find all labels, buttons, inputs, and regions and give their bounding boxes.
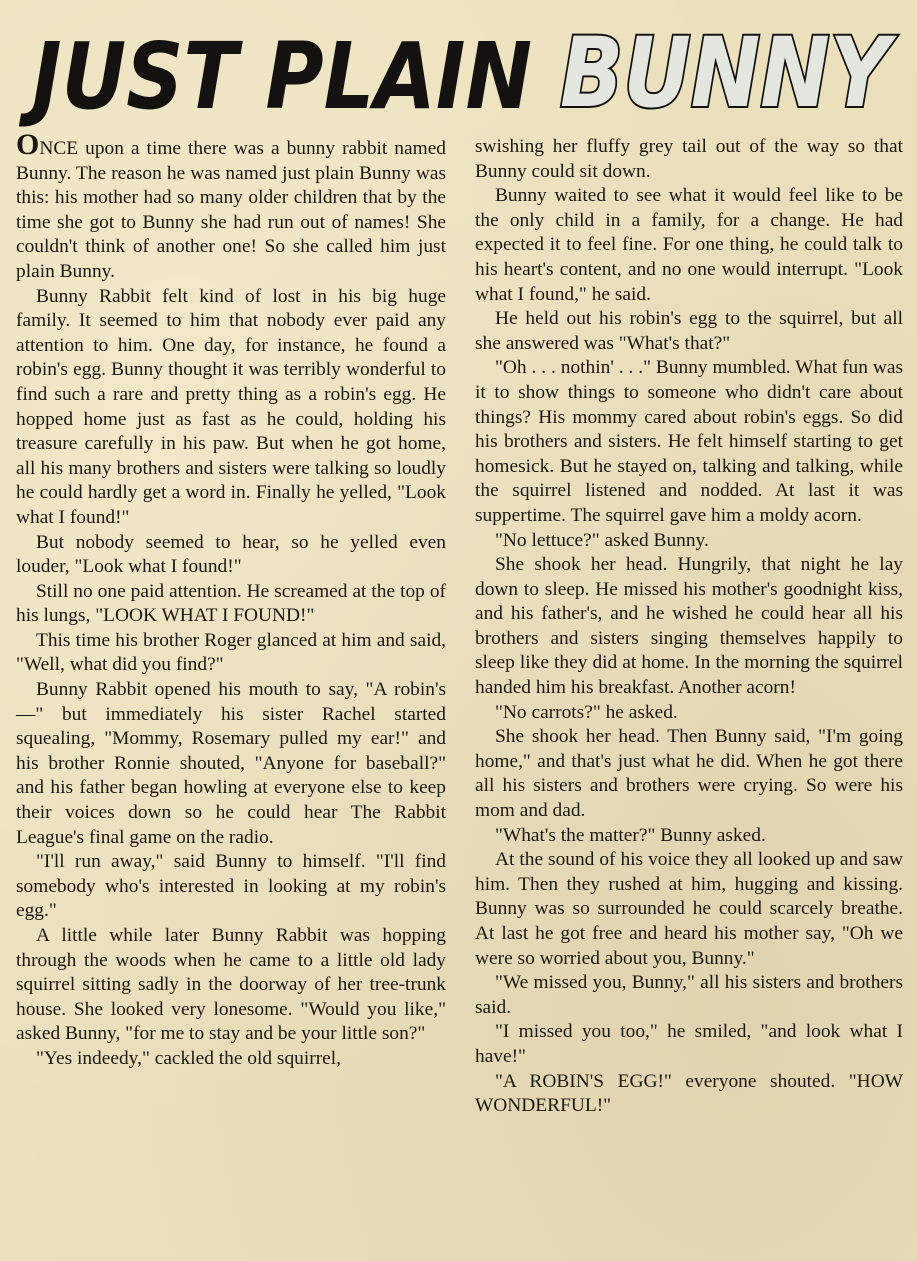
- story-paragraph: Bunny waited to see what it would feel like to be the only child in a family, for a change. He had expected it to feel fine. For one thing, he could talk to his heart's content, and no one would interrupt. "Look what I found," he said.: [475, 185, 903, 305]
- story-column-right: [475, 135, 903, 1119]
- story-paragraph: "No carrots?" he asked.: [495, 701, 678, 723]
- story-paragraph: Bunny Rabbit opened his mouth to say, "A robin's—" but immediately his sister Rachel started squealing, "Mommy, Rosemary pulled my ear!" and his brother Ronnie shouted, "Anyone for baseball?" and his father began howling at everyone else to keep their voices down so he could hear The Rabbit League's final game on the radio.: [16, 679, 446, 848]
- story-title: [18, 8, 900, 130]
- drop-cap: O: [16, 128, 40, 161]
- story-column-left: [16, 128, 446, 1072]
- story-paragraph: "I'll run away," said Bunny to himself. "I'll find somebody who's interested in looking at my robin's egg.": [16, 851, 446, 922]
- story-paragraph: She shook her head. Hungrily, that night he lay down to sleep. He missed his mother's goodnight kiss, and his father's, and he wished he could hear all his brothers and sisters singing themselves happily to sleep like they did at home. In the morning the squirrel handed him his breakfast. Another acorn!: [475, 554, 903, 699]
- story-paragraph: Bunny Rabbit felt kind of lost in his big huge family. It seemed to him that nobody ever paid any attention to him. One day, for instance, he found a robin's egg. Bunny thought it was terribly wonderful to find such a rare and pretty thing as a robin's egg. He hopped home just as fast as he could, holding his treasure carefully in his paw. But when he got home, all his many brothers and sisters were talking so loudly he could hardly get a word in. Finally he yelled, "Look what I found!": [16, 285, 446, 528]
- story-paragraph: [16, 128, 446, 285]
- story-paragraph: A little while later Bunny Rabbit was hopping through the woods when he came to a little old lady squirrel sitting sadly in the doorway of her tree-trunk house. She looked very lonesome. "Would you like," asked Bunny, "for me to stay and be your little son?": [16, 925, 446, 1045]
- story-paragraph: At the sound of his voice they all looked up and saw him. Then they rushed at him, hugging and kissing. Bunny was so surrounded he could scarcely breathe. At last he got free and heard his mother say, "Oh we were so worried about you, Bunny.": [475, 849, 903, 969]
- story-paragraph: swishing her fluffy grey tail out of the way so that Bunny could sit down.: [475, 136, 903, 182]
- story-paragraph: Still no one paid attention. He screamed at the top of his lungs, "LOOK WHAT I FOUND!": [16, 580, 446, 627]
- title-lettering: [18, 8, 900, 130]
- paragraph-text: NCE upon a time there was a bunny rabbit named Bunny. The reason he was named just plain Bunny was this: his mother had so many older children that by the time she got to Bunny she had run out of names! She couldn't think of another one! So she called him just plain Bunny.: [16, 138, 446, 282]
- story-paragraph: "We missed you, Bunny," all his sisters and brothers said.: [475, 972, 903, 1018]
- story-paragraph: "What's the matter?" Bunny asked.: [495, 824, 766, 846]
- story-paragraph: "No lettuce?" asked Bunny.: [495, 529, 709, 551]
- story-paragraph: But nobody seemed to hear, so he yelled even louder, "Look what I found!": [16, 531, 446, 578]
- title-bunny: BUNNY: [560, 17, 898, 129]
- title-just-plain: JUST PLAIN: [18, 23, 532, 130]
- story-paragraph: "A ROBIN'S EGG!" everyone shouted. "HOW WONDERFUL!": [475, 1070, 903, 1117]
- story-paragraph: This time his brother Roger glanced at him and said, "Well, what did you find?": [16, 629, 446, 676]
- story-paragraph: He held out his robin's egg to the squirrel, but all she answered was "What's that?": [475, 308, 903, 354]
- story-paragraph: "Yes indeedy," cackled the old squirrel,: [36, 1047, 342, 1069]
- story-paragraph: "Oh . . . nothin' . . ." Bunny mumbled. What fun was it to show things to someone who didn't care about things? His mommy cared about robin's eggs. So did his brothers and sisters. He felt himself starting to get homesick. But he stayed on, talking and talking, while the squirrel listened and nodded. At last it was suppertime. The squirrel gave him a moldy acorn.: [475, 357, 903, 526]
- story-paragraph: She shook her head. Then Bunny said, "I'm going home," and that's just what he did. When he got there all his sisters and brothers were crying. So were his mom and dad.: [475, 726, 903, 822]
- story-paragraph: "I missed you too," he smiled, "and look what I have!": [475, 1021, 903, 1067]
